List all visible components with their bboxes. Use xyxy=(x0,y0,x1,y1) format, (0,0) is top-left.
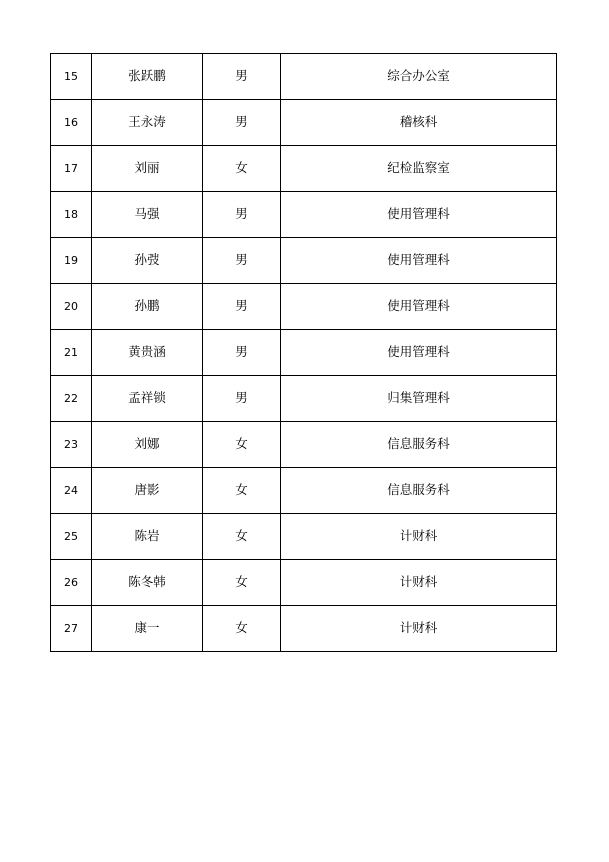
gender-cell: 男 xyxy=(203,100,281,146)
department-cell: 稽核科 xyxy=(281,100,557,146)
table-row xyxy=(51,192,557,238)
table-row xyxy=(51,238,557,284)
department-cell: 计财科 xyxy=(281,560,557,606)
name-cell: 刘丽 xyxy=(92,146,203,192)
row-number: 17 xyxy=(51,146,92,192)
table-row xyxy=(51,514,557,560)
gender-cell: 男 xyxy=(203,54,281,100)
gender-cell: 女 xyxy=(203,606,281,652)
gender-cell: 女 xyxy=(203,422,281,468)
gender-cell: 女 xyxy=(203,560,281,606)
staff-table xyxy=(50,53,557,652)
name-cell: 陈岩 xyxy=(92,514,203,560)
table-row xyxy=(51,146,557,192)
row-number: 22 xyxy=(51,376,92,422)
department-cell: 纪检监察室 xyxy=(281,146,557,192)
department-cell: 归集管理科 xyxy=(281,376,557,422)
row-number: 21 xyxy=(51,330,92,376)
table-row xyxy=(51,560,557,606)
department-cell: 使用管理科 xyxy=(281,330,557,376)
name-cell: 孙弢 xyxy=(92,238,203,284)
row-number: 26 xyxy=(51,560,92,606)
table-row xyxy=(51,606,557,652)
row-number: 18 xyxy=(51,192,92,238)
department-cell: 信息服务科 xyxy=(281,422,557,468)
gender-cell: 男 xyxy=(203,330,281,376)
department-cell: 使用管理科 xyxy=(281,284,557,330)
staff-table-body xyxy=(51,54,557,652)
name-cell: 马强 xyxy=(92,192,203,238)
table-row xyxy=(51,376,557,422)
gender-cell: 女 xyxy=(203,514,281,560)
row-number: 24 xyxy=(51,468,92,514)
gender-cell: 男 xyxy=(203,238,281,284)
name-cell: 刘娜 xyxy=(92,422,203,468)
department-cell: 使用管理科 xyxy=(281,192,557,238)
gender-cell: 女 xyxy=(203,146,281,192)
name-cell: 孙鹏 xyxy=(92,284,203,330)
gender-cell: 男 xyxy=(203,376,281,422)
department-cell: 使用管理科 xyxy=(281,238,557,284)
table-row xyxy=(51,422,557,468)
table-row xyxy=(51,54,557,100)
table-row xyxy=(51,468,557,514)
row-number: 19 xyxy=(51,238,92,284)
row-number: 20 xyxy=(51,284,92,330)
gender-cell: 女 xyxy=(203,468,281,514)
name-cell: 孟祥锁 xyxy=(92,376,203,422)
name-cell: 唐影 xyxy=(92,468,203,514)
department-cell: 信息服务科 xyxy=(281,468,557,514)
gender-cell: 男 xyxy=(203,192,281,238)
row-number: 23 xyxy=(51,422,92,468)
department-cell: 计财科 xyxy=(281,514,557,560)
name-cell: 王永涛 xyxy=(92,100,203,146)
name-cell: 张跃鹏 xyxy=(92,54,203,100)
row-number: 16 xyxy=(51,100,92,146)
gender-cell: 男 xyxy=(203,284,281,330)
name-cell: 陈冬韩 xyxy=(92,560,203,606)
name-cell: 黄贵涵 xyxy=(92,330,203,376)
department-cell: 计财科 xyxy=(281,606,557,652)
table-row xyxy=(51,284,557,330)
table-row xyxy=(51,330,557,376)
row-number: 27 xyxy=(51,606,92,652)
row-number: 15 xyxy=(51,54,92,100)
name-cell: 康一 xyxy=(92,606,203,652)
table-row xyxy=(51,100,557,146)
department-cell: 综合办公室 xyxy=(281,54,557,100)
row-number: 25 xyxy=(51,514,92,560)
